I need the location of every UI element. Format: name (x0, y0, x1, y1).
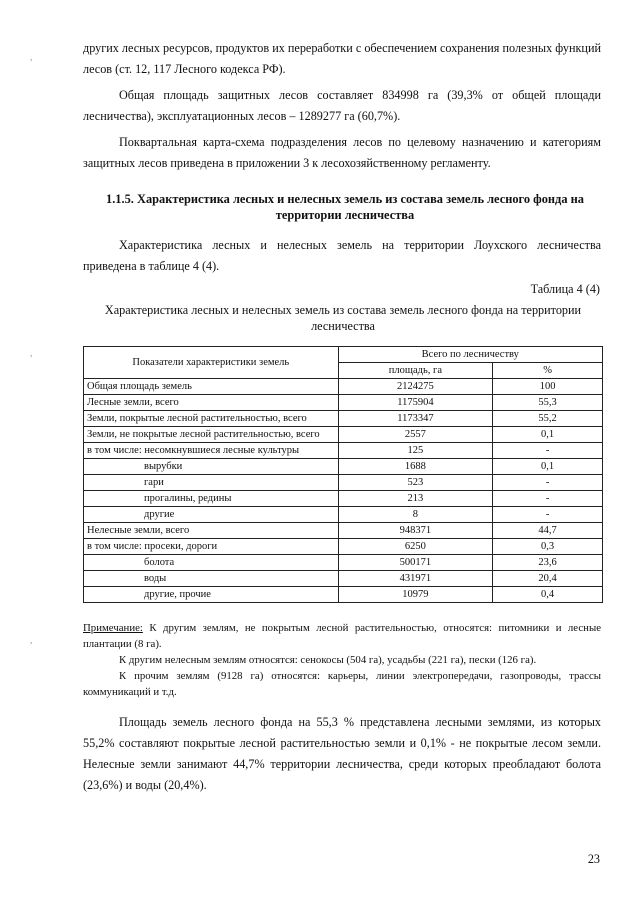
paragraph-continuation: других лесных ресурсов, продуктов их переработки с обеспечением сохранения полезных функций лесов (ст. 12, 117 Лесного кодекса РФ). (83, 41, 601, 76)
table-row (84, 411, 603, 427)
note-line-1: К другим землям, не покрытым лесной растительностью, относятся: питомники и лесные плантации (8 га). (83, 622, 601, 650)
row-percent: - (493, 507, 603, 523)
row-area: 125 (338, 443, 493, 459)
table-row (84, 571, 603, 587)
header-area: площадь, га (338, 363, 493, 379)
section-heading: 1.1.5. Характеристика лесных и нелесных земель из состава земель лесного фонда на территории лесничества (106, 192, 584, 222)
margin-mark: , (30, 348, 33, 358)
margin-mark: , (30, 635, 33, 645)
header-total: Всего по лесничеству (338, 347, 602, 363)
row-percent: 23,6 (493, 555, 603, 571)
table-row (84, 555, 603, 571)
table-number: Таблица 4 (4) (530, 282, 600, 296)
row-label: Общая площадь земель (84, 379, 339, 395)
paragraph-map-scheme: Поквартальная карта-схема подразделения лесов по целевому назначению и категориям защитных лесов приведена в приложении 3 к лесохозяйственному регламенту. (83, 135, 601, 170)
paragraph-protective-forests: Общая площадь защитных лесов составляет 834998 га (39,3% от общей площади лесничества), эксплуатационных лесов – 1289277 га (60,7%). (83, 88, 601, 123)
row-percent: 0,1 (493, 459, 603, 475)
table-row (84, 427, 603, 443)
row-label: Лесные земли, всего (84, 395, 339, 411)
row-percent: 55,2 (493, 411, 603, 427)
row-area: 6250 (338, 539, 493, 555)
margin-mark: , (30, 52, 33, 62)
paragraph-table-intro: Характеристика лесных и нелесных земель на территории Лоухского лесничества приведена в таблице 4 (4). (83, 238, 601, 273)
row-label: другие, прочие (84, 587, 339, 603)
row-label: прогалины, редины (84, 491, 339, 507)
row-label: вырубки (84, 459, 339, 475)
row-area: 1688 (338, 459, 493, 475)
row-percent: 44,7 (493, 523, 603, 539)
table-row (84, 539, 603, 555)
row-percent: 20,4 (493, 571, 603, 587)
row-percent: 0,4 (493, 587, 603, 603)
table-row (84, 507, 603, 523)
row-percent: 55,3 (493, 395, 603, 411)
row-label: гари (84, 475, 339, 491)
header-indicator: Показатели характеристики земель (84, 347, 339, 379)
table-body (84, 379, 603, 603)
table-row (84, 379, 603, 395)
row-percent: - (493, 443, 603, 459)
table-row (84, 395, 603, 411)
table-row (84, 443, 603, 459)
note-line-2: К другим нелесным землям относятся: сенокосы (504 га), усадьбы (221 га), пески (126 га). (119, 654, 537, 666)
row-area: 523 (338, 475, 493, 491)
row-percent: - (493, 475, 603, 491)
paragraph-summary: Площадь земель лесного фонда на 55,3 % представлена лесными землями, из которых 55,2% составляют покрытые лесной растительностью земли и 0,1% - не покрытые лесом земли. Нелесные земли занимают 44,7% территории лесничества, среди которых преобладают болота (23,6%) и воды (20,4%). (83, 715, 601, 792)
row-label: Земли, не покрытые лесной растительностью, всего (84, 427, 339, 443)
header-percent: % (493, 363, 603, 379)
row-area: 10979 (338, 587, 493, 603)
table-row (84, 475, 603, 491)
row-area: 948371 (338, 523, 493, 539)
row-percent: 0,3 (493, 539, 603, 555)
row-label: болота (84, 555, 339, 571)
note-line-3: К прочим землям (9128 га) относятся: карьеры, линии электропередачи, газопроводы, трассы коммуникаций и т.д. (83, 670, 601, 698)
row-label: Земли, покрытые лесной растительностью, всего (84, 411, 339, 427)
land-characteristics-table (83, 346, 603, 603)
table-row (84, 587, 603, 603)
row-label: в том числе: просеки, дороги (84, 539, 339, 555)
table-title: Характеристика лесных и нелесных земель из состава земель лесного фонда на территории лесничества (104, 303, 582, 333)
row-area: 500171 (338, 555, 493, 571)
table-row (84, 459, 603, 475)
row-area: 431971 (338, 571, 493, 587)
row-area: 1175904 (338, 395, 493, 411)
row-percent: 0,1 (493, 427, 603, 443)
row-percent: 100 (493, 379, 603, 395)
row-percent: - (493, 491, 603, 507)
table-note (83, 620, 601, 700)
row-area: 2557 (338, 427, 493, 443)
row-area: 213 (338, 491, 493, 507)
row-label: Нелесные земли, всего (84, 523, 339, 539)
row-area: 1173347 (338, 411, 493, 427)
page-number: 23 (587, 852, 600, 866)
note-label: Примечание: (83, 622, 143, 634)
table-row (84, 523, 603, 539)
row-area: 8 (338, 507, 493, 523)
row-area: 2124275 (338, 379, 493, 395)
table-row (84, 491, 603, 507)
row-label: воды (84, 571, 339, 587)
row-label: другие (84, 507, 339, 523)
row-label: в том числе: несомкнувшиеся лесные культуры (84, 443, 339, 459)
